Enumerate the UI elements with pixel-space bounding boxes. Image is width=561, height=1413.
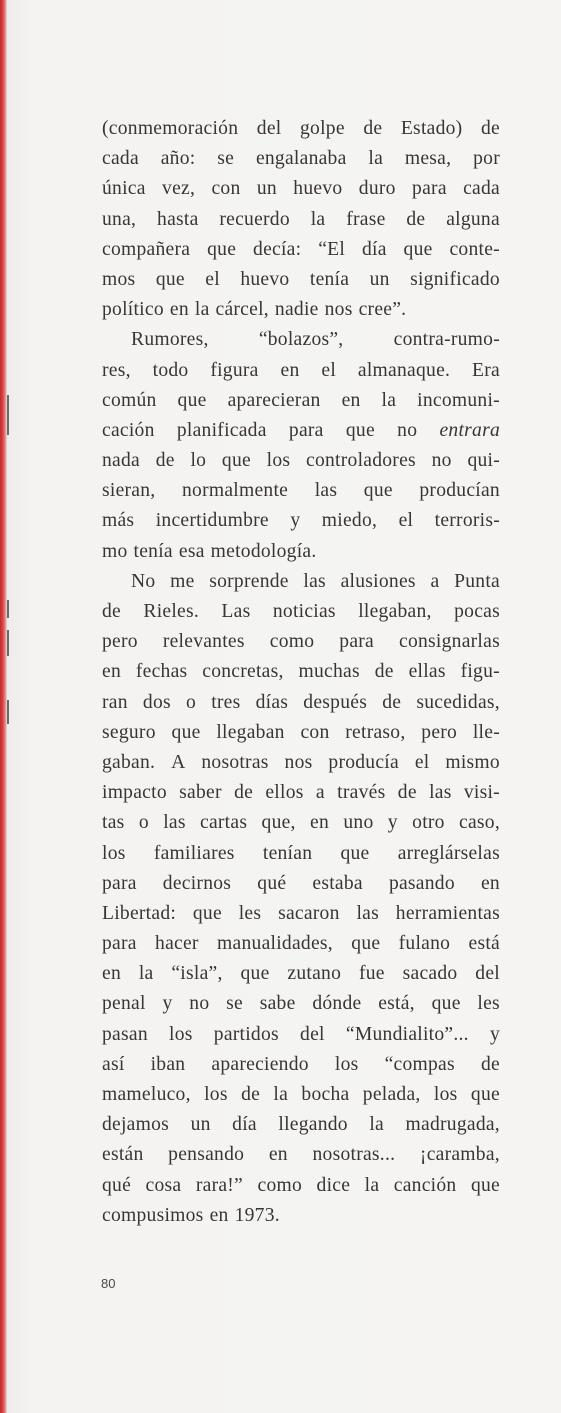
text-line: Libertad: que les sacaron las herramientas: [102, 902, 500, 924]
text-line: así iban apareciendo los “compas de: [102, 1053, 500, 1075]
paragraph: [102, 114, 500, 325]
text-line: seguro que llegaban con retraso, pero lle-: [102, 721, 500, 743]
text-line: res, todo figura en el almanaque. Era: [102, 359, 500, 381]
page-number: 80: [101, 1276, 116, 1291]
text-line: cada año: se engalanaba la mesa, por: [102, 148, 500, 170]
text-line: sieran, normalmente las que producían: [102, 480, 500, 502]
text-line: gaban. A nosotras nos producía el mismo: [102, 751, 500, 773]
text-line: mo tenía esa metodología.: [102, 540, 317, 562]
text-line: pasan los partidos del “Mundialito”... y: [102, 1023, 500, 1045]
text-line: para decirnos qué estaba pasando en: [102, 872, 500, 894]
paragraph: [102, 325, 500, 567]
red-page-edge: [0, 0, 7, 1413]
text-line: Rumores, “bolazos”, contra-rumo-: [131, 329, 500, 351]
text-line: pero relevantes como para consignarlas: [102, 631, 500, 653]
text-line: ran dos o tres días después de sucedidas,: [102, 691, 500, 713]
page-edge-marks: [7, 0, 10, 1413]
text-line: (conmemoración del golpe de Estado) de: [102, 118, 500, 139]
text-line: cación planificada para que no entrara: [102, 419, 500, 441]
text-line: compañera que decía: “El día que conte-: [102, 238, 500, 260]
text-line: dejamos un día llegando la madrugada,: [102, 1114, 500, 1136]
text-line: en la “isla”, que zutano fue sacado del: [102, 963, 500, 985]
text-line: No me sorprende las alusiones a Punta: [131, 570, 500, 592]
body-text: [102, 114, 500, 1231]
text-line: penal y no se sabe dónde está, que les: [102, 993, 500, 1015]
text-line: común que aparecieran en la incomuni-: [102, 389, 500, 411]
text-line: para hacer manualidades, que fulano está: [102, 933, 500, 955]
text-line: impacto saber de ellos a través de las visi-: [102, 782, 500, 804]
text-line: nada de lo que los controladores no qui-: [102, 450, 500, 472]
text-line: en fechas concretas, muchas de ellas figu-: [102, 661, 500, 683]
text-line: político en la cárcel, nadie nos cree”.: [102, 299, 407, 321]
paragraph: [102, 567, 500, 1231]
text-line: mos que el huevo tenía un significado: [102, 268, 500, 290]
text-line: compusimos en 1973.: [102, 1204, 280, 1226]
text-line: los familiares tenían que arreglárselas: [102, 842, 500, 864]
text-line: están pensando en nosotras... ¡caramba,: [102, 1144, 500, 1166]
text-line: mameluco, los de la bocha pelada, los que: [102, 1084, 500, 1105]
text-line: más incertidumbre y miedo, el terroris-: [102, 510, 500, 532]
text-line: una, hasta recuerdo la frase de alguna: [102, 208, 500, 230]
text-line: de Rieles. Las noticias llegaban, pocas: [102, 601, 500, 622]
text-line: única vez, con un huevo duro para cada: [102, 178, 500, 200]
text-line: qué cosa rara!” como dice la canción que: [102, 1174, 500, 1196]
text-line: tas o las cartas que, en uno y otro caso,: [102, 812, 500, 834]
